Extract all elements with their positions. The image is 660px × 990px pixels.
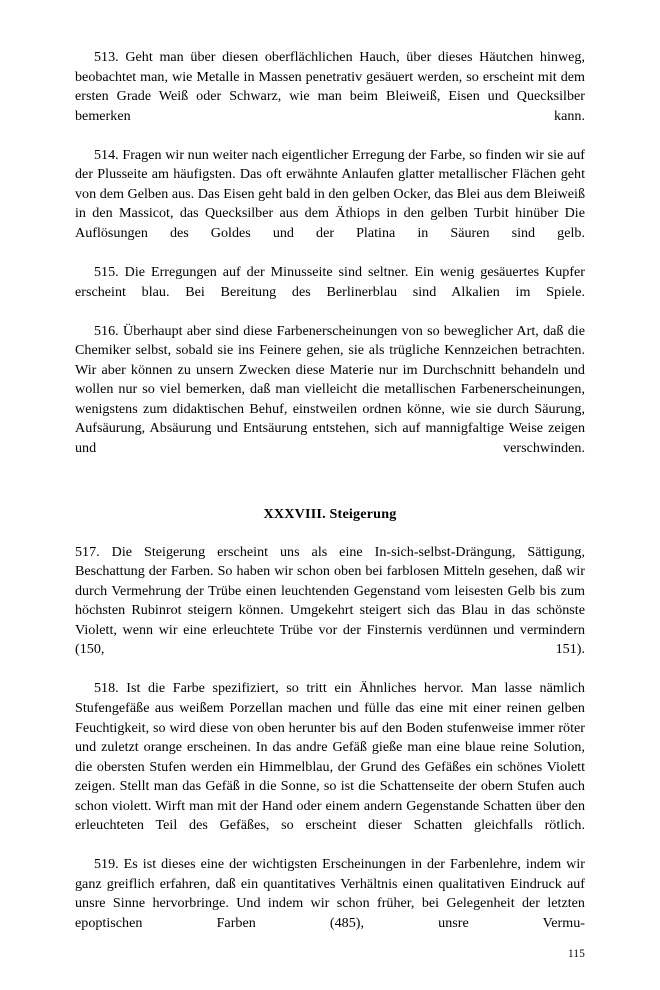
- paragraph-519: 519. Es ist dieses eine der wichtigsten Erscheinungen in der Farbenlehre, indem wir ganz greiflich erfahren, daß ein quantitatives Verhältnis einen qualitativen Eindruck auf unsre Sinne hervorbringe. Und indem wir schon früher, bei Gelegenheit der letzten epoptischen Farben (485), unsre Vermu: [75, 856, 585, 931]
- page-text-block: [75, 48, 585, 953]
- paragraph-517: 517. Die Steigerung erscheint uns als eine In-sich-selbst-Drängung, Sättigung, Beschattung der Farben. So haben wir schon oben bei farblosen Mitteln gesehen, daß wir durch Vermehrung der Trübe einen leuchtenden Gegenstand vom leisesten Gelb bis zum höchsten Rubinrot steigern können. Umgekehrt steigert sich das Blau in das schönste Violett, wenn wir eine erleuchtete Trübe vor der Finsternis verdünnen und vermindern (150, 151).: [75, 543, 585, 658]
- section-heading-xxxviii: XXXVIII. Steigerung: [263, 506, 397, 523]
- paragraph-515: 515. Die Erregungen auf der Minusseite sind seltner. Ein wenig gesäuertes Kupfer erscheint blau. Bei Bereitung des Berlinerblau sind Alkalien im Spiele.: [75, 264, 585, 300]
- paragraph-513: 513. Geht man über diesen oberflächlichen Hauch, über dieses Häutchen hinweg, beobachtet man, wie Metalle in Massen penetrativ gesäuert werden, so erscheint mit dem ersten Grade Weiß oder Schwarz, wie man beim Bleiweiß, Eisen und Quecksilber bemerken kann.: [75, 49, 585, 124]
- page-number-folio: 115: [568, 948, 585, 960]
- paragraph-518: 518. Ist die Farbe spezifiziert, so tritt ein Ähnliches hervor. Man lasse nämlich Stufengefäße aus weißem Porzellan machen und fülle das eine mit einer reinen gelben Feuchtigkeit, so wird diese von oben herunter bis auf den Boden stufenweise immer röter und zuletzt orange erscheinen. In das andre Gefäß gieße man eine blaue reine Solution, die obersten Stufen werden ein Himmelblau, der Grund des Gefäßes ein schönes Violett zeigen. Stellt man das Gefäß in die Sonne, so ist die Schattenseite der obern Stufen auch schon violett. Wirft man mit der Hand oder einem andern Gegenstande Schatten über den erleuchteten Teil des Gefäßes, so erscheint dieser Schatten gleichfalls rötlich.: [75, 680, 585, 834]
- paragraph-514: 514. Fragen wir nun weiter nach eigentlicher Erregung der Farbe, so finden wir sie auf der Plusseite am häufigsten. Das oft erwähnte Anlaufen glatter metallischer Flächen geht von dem Gelben aus. Das Eisen geht bald in den gelben Ocker, das Blei aus dem Bleiweiß in den Massicot, das Quecksilber aus dem Äthiops in den gelben Turbit hinüber Die Auflösungen des Goldes und der Platina in Säuren sind gelb.: [75, 146, 585, 241]
- section-heading-wrap: [75, 478, 585, 543]
- paragraph-516: 516. Überhaupt aber sind diese Farbenerscheinungen von so beweglicher Art, daß die Chemiker selbst, sobald sie ins Feinere gehen, sie als trügliche Kennzeichen betrachten. Wir aber können zu unsern Zwecken diese Materie nur im Durchschnitt behandeln und wollen nur so viel bemerken, daß man vielleicht die metallischen Farbenerscheinungen, wenigstens zum didaktischen Behuf, einstweilen ordnen könne, wie sie durch Säurung, Aufsäurung, Absäurung und Entsäurung entstehen, sich auf mannigfaltige Weise zeigen und verschwinden.: [75, 322, 585, 456]
